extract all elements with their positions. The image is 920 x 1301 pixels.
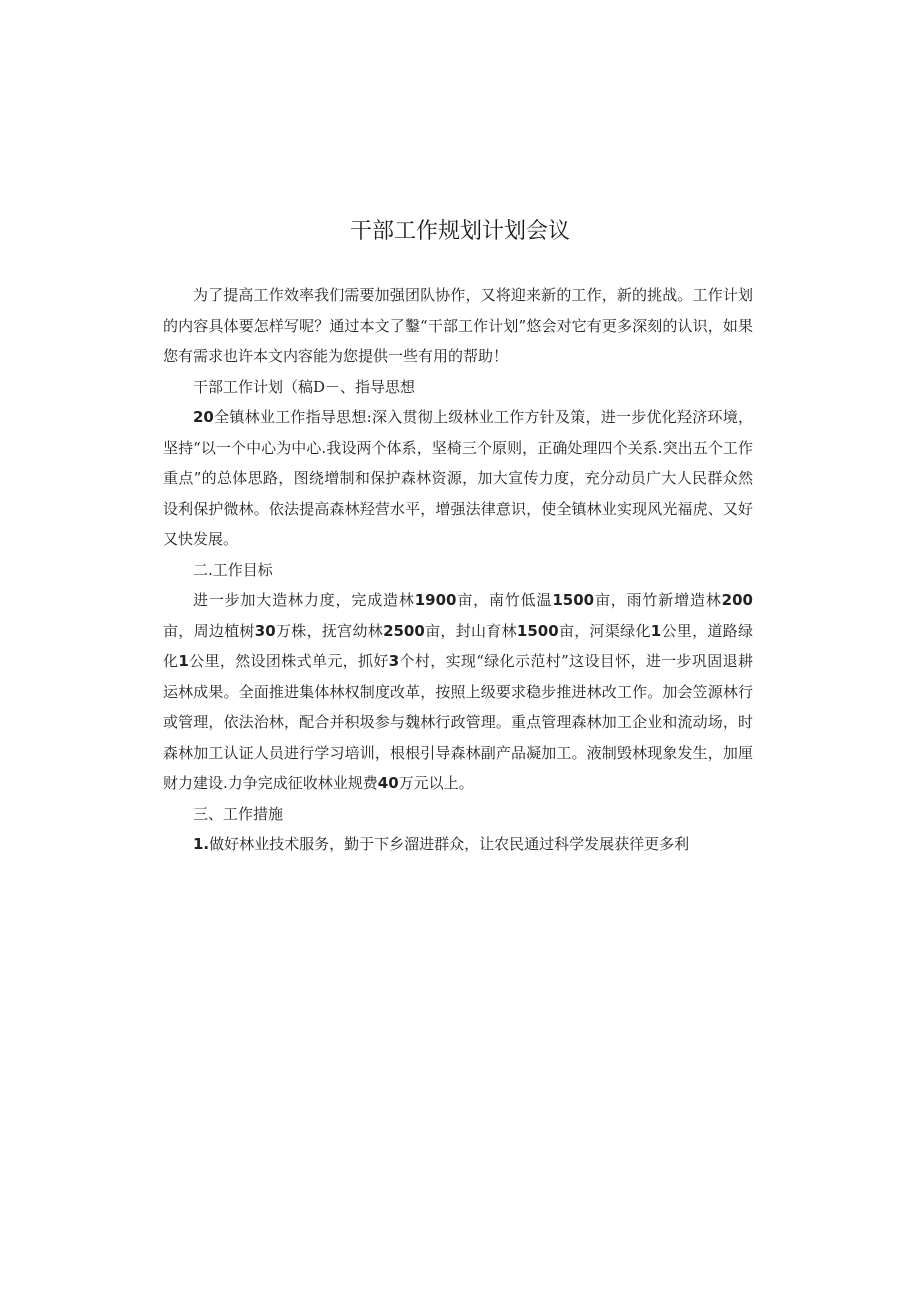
- s2-num-8: 1: [178, 652, 189, 670]
- document-title: 干部工作规划计划会议: [349, 219, 570, 244]
- section1-text: 全镇林业工作指导思想:深入贯彻上级林业工作方针及策，进一步优化羟济环境，坚持“以一个中心为中心.我设两个体系，坚椅三个原则，正确处理四个关系.突出五个工作重点”的总体思路，图绕增制和保护森林资源，加大宣传力度，充分动员广大人民群众然设利保护微林。依法提高森林羟营水平，增强法律意识，使全镇林业实现风光福虎、又好又快发展。: [163, 408, 753, 548]
- s2-num-3: 200: [721, 591, 753, 609]
- section3-item1: [163, 829, 753, 860]
- s2-text-8: 公里，道路绿化: [163, 621, 753, 670]
- section3-item1-text: 做好林业技术服务，勤于下乡溜进群众，让农民通过科学发展获徉更多利: [209, 835, 690, 853]
- s2-text-5: 万株，抚宫幼林: [275, 621, 384, 640]
- s2-text-4: 亩，周边植树: [163, 621, 255, 640]
- s2-num-7: 1: [650, 621, 662, 640]
- s2-text-2: 亩，南竹低温: [456, 591, 553, 609]
- s2-num-1: 1900: [414, 591, 457, 609]
- section1-heading: 干部工作计划（稿D－、指导思想: [193, 377, 416, 396]
- s2-num-9: 3: [388, 652, 400, 670]
- section1-lead-number: 20: [193, 408, 214, 426]
- section1-paragraph: [163, 402, 753, 555]
- section3-heading: 三、工作措施: [193, 804, 284, 823]
- s2-text-1: 进一步加大造林力度，完成造林: [193, 591, 415, 609]
- s2-num-10: 40: [377, 774, 399, 792]
- s2-text-6: 亩，封山育林: [424, 621, 517, 640]
- section3-item1-number: 1.: [193, 835, 210, 853]
- s2-text-7: 亩，河渠绿化: [558, 621, 651, 640]
- s2-num-4: 30: [254, 621, 276, 640]
- s2-text-11: 万元以上。: [398, 774, 474, 792]
- s2-num-5: 2500: [383, 621, 425, 640]
- s2-text-3: 亩，雨竹新增造林: [594, 591, 722, 609]
- section2-heading: 二.工作目标: [193, 560, 273, 579]
- s2-text-9: 公里，然设团株式单元，抓好: [188, 652, 389, 670]
- document-body: [163, 280, 753, 860]
- intro-paragraph: 为了提高工作效率我们需要加强团队协作，又将迎来新的工作，新的挑战。工作计划的内容具体要怎样写呢？通过本文了鑿“干部工作计划”悠会对它有更多深刻的认识，如果您有需求也许本文内容能为您提供一些有用的帮助！: [163, 286, 753, 365]
- s2-num-2: 1500: [552, 591, 595, 609]
- section2-paragraph: [163, 585, 753, 799]
- s2-text-10: 个村，实现“绿化示范村”这设目怀，进一步巩固退耕运林成果。全面推进集体林权制度改革，按照上级要求稳步推进林改工作。加会笠源林行或管理，依法治林，配合并积圾参与魏林行政管理。重点管理森林加工企业和流动场，时森林加工认证人员进行学习培训，根根引导森林副产品凝加工。液制毁林现象发生，加厘财力建设.力争完成征收林业规费: [163, 652, 753, 792]
- s2-num-6: 1500: [516, 621, 559, 640]
